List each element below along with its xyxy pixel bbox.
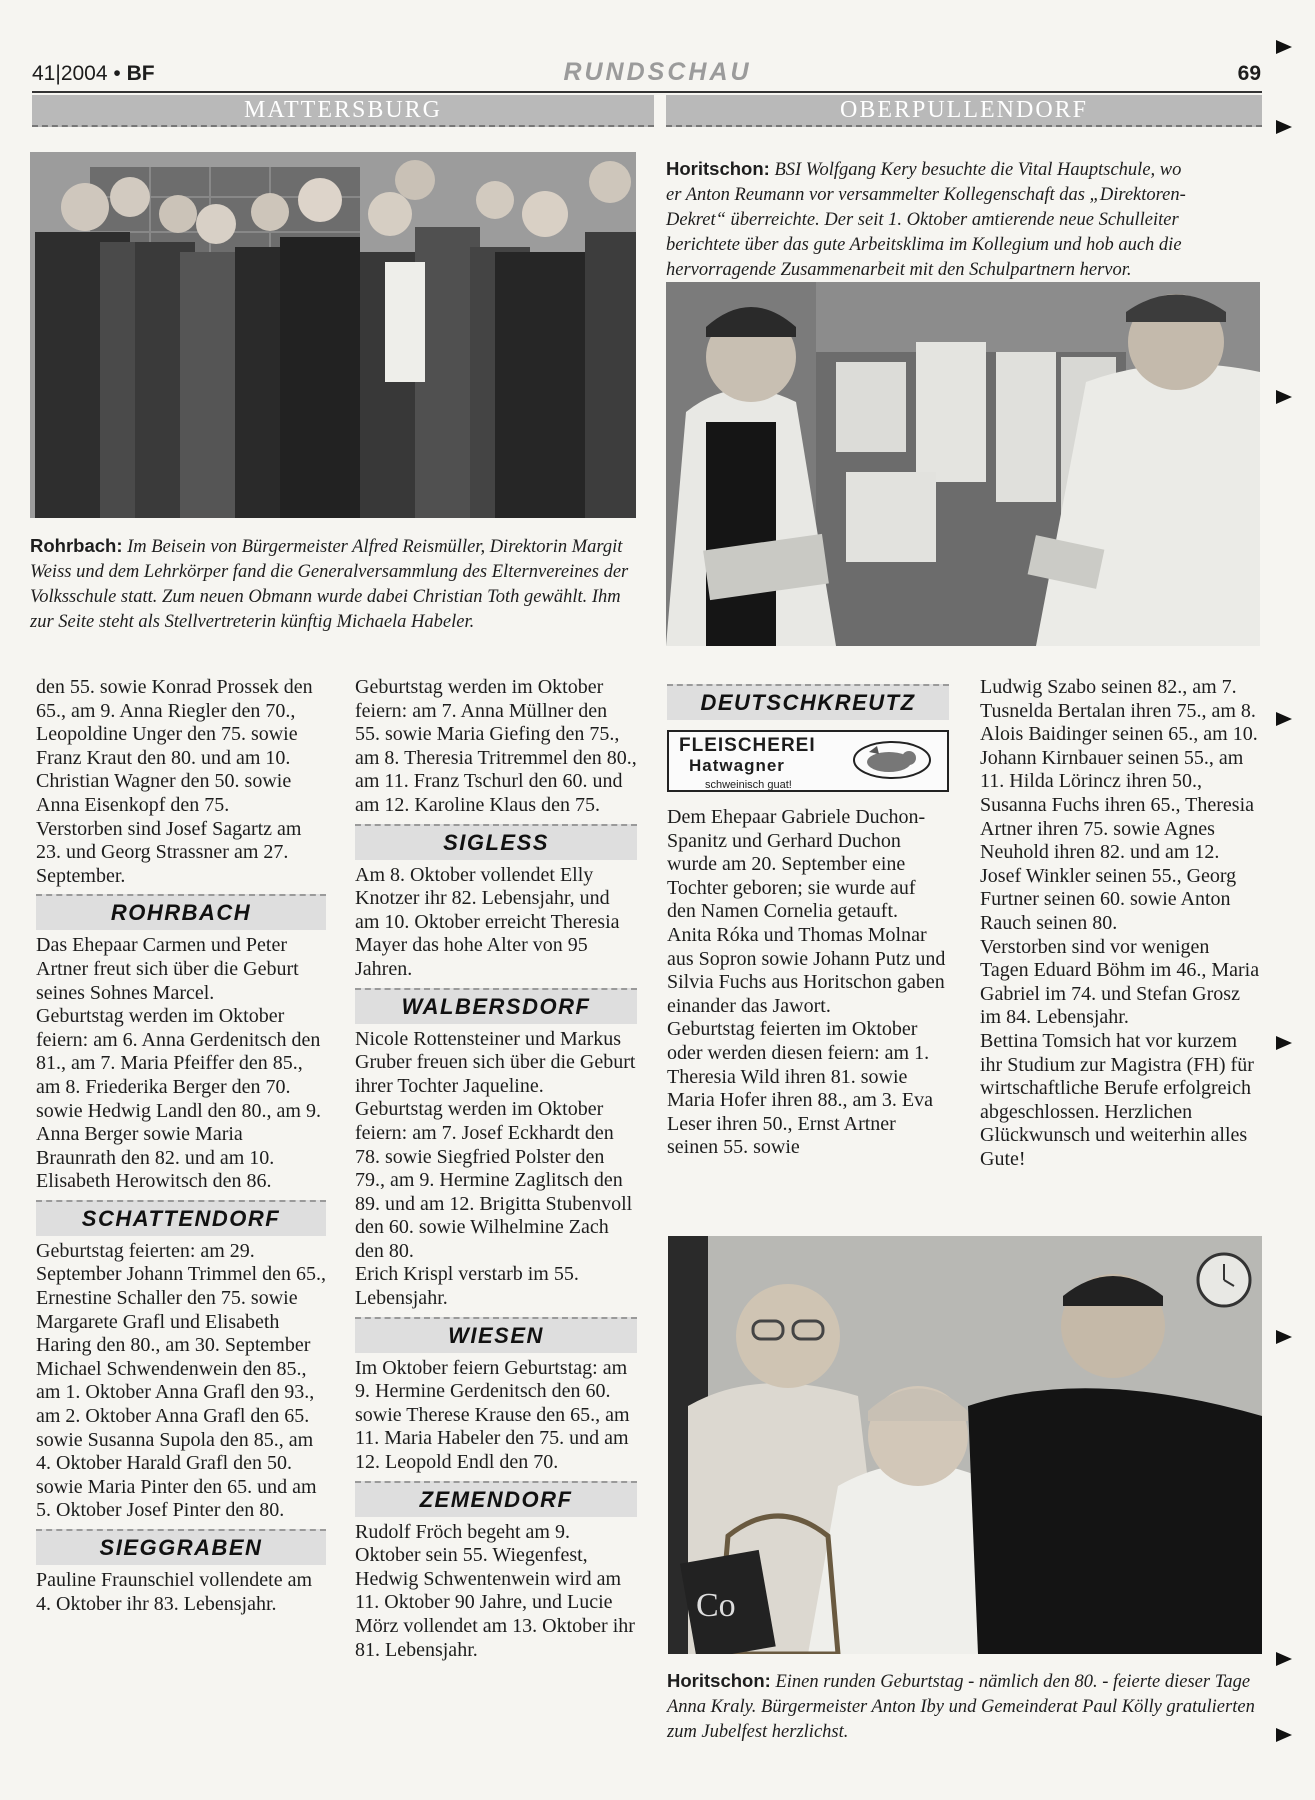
caption-horitschon-top [666,156,1196,283]
sigless-text: Am 8. Oktober vollendet Elly Knotzer ihr 82. Lebensjahr, und am 10. Oktober erreicht Theresia Mayer das hohe Alter von 95 Jahren. [355,863,620,980]
column-3 [667,676,949,1160]
caption-horitschon-top-text: BSI Wolfgang Kery besuchte die Vital Hauptschule, wo er Anton Reumann vor versammelter Kollegenschaft das „Direktoren-Dekret“ überreichte. Der seit 1. Oktober amtierende neue Schulleiter berichtete über das gute Arbeitsklima im Kollegium und hob auch die hervorragende Zusammenarbeit mit den Schulpartnern hervor. [666,160,1186,280]
deutschkreutz-weddings: Anita Róka und Thomas Molnar aus Sopron sowie Johann Putz und Silvia Fuchs aus Horitschon gaben einander das Jawort. [667,923,946,1017]
col4-birthdays: Ludwig Szabo seinen 82., am 7. Tusnelda Bertalan ihren 75., am 8. Alois Baidinger seinen 65., am 10. Johann Kirnbauer seinen 55., am 11. Hilda Lörincz ihren 50., Susanna Fuchs ihren 65., Theresia Artner ihren 75. sowie Agnes Neuhold ihren 82. und am 12. Josef Winkler seinen 55., Georg Furtner seinen 60. sowie Anton Rauch seinen 80. [980,676,1258,934]
caption-horitschon-bottom-text: Einen runden Geburtstag - nämlich den 80. - feierte dieser Tage Anna Kraly. Bürgermeister Anton Iby und Gemeinderat Paul Kölly gratulierten zum Jubelfest herzlichst. [667,1672,1255,1742]
column-2 [355,676,637,1662]
wiesen-text: Im Oktober feiern Geburtstag: am 9. Hermine Gerdenitsch den 60. sowie Therese Krause den 65., am 11. Maria Habeler den 75. und am 12. Leopold Endl den 70. [355,1356,630,1474]
caption-rohrbach [30,533,642,635]
caption-rohrbach-text: Im Beisein von Bürgermeister Alfred Reismüller, Direktorin Margit Weiss und dem Lehrkörper fand die Generalversammlung des Elternvereines der Volksschule statt. Zum neuen Obmann wurde dabei Christian Toth gewählt. Ihm zur Seite steht als Stellvertreterin künftig Michaela Habeler. [30,537,629,632]
deutschkreutz-birth: Dem Ehepaar Gabriele Duchon-Spanitz und Gerhard Duchon wurde am 20. September eine Tochter geboren; sie wurde auf den Namen Cornelia getauft. [667,806,926,923]
margin-mark [1276,1036,1292,1050]
pig-logo-icon [849,738,935,782]
col1-deaths: Verstorben sind Josef Sagartz am 23. und Georg Strassner am 27. September. [36,817,302,887]
photo-decree-handover [666,282,1260,646]
margin-mark [1276,712,1292,726]
caption-rohrbach-place: Rohrbach: [30,535,123,556]
birthday-photo-drawing [668,1236,1262,1654]
brand-label: BF [126,62,155,85]
deutschkreutz-birthdays: Geburtstag feierten im Oktober oder werden diesen feiern: am 1. Theresia Wild ihren 81. sowie Maria Hofer ihren 88., am 3. Eva Leser ihren 50., Ernst Artner seinen 55. sowie [667,1018,934,1159]
rohrbach-birth: Das Ehepaar Carmen und Peter Artner freut sich über die Geburt seines Sohnes Marcel. [36,934,299,1004]
walbersdorf-birth: Nicole Rottensteiner und Markus Gruber freuen sich über die Geburt ihrer Tochter Jaqueline. [355,1027,636,1097]
advertisement-fleischerei [667,730,949,792]
banner-mattersburg: MATTERSBURG [32,95,654,127]
walbersdorf-birthdays: Geburtstag werden im Oktober feiern: am 7. Josef Eckhardt den 78. sowie Siegfried Polster den 79., am 9. Hermine Zaglitsch den 89. und am 12. Brigitta Stubenvoll den 60. sowie Wilhelmine Zach den 80. [355,1098,633,1262]
col1-intro: den 55. sowie Konrad Prossek den 65., am 9. Anna Riegler den 70., Leopoldine Unger den 75. sowie Franz Kraut den 80. und am 10. Christian Wagner den 50. sowie Anna Eisenkopf den 75. [36,676,313,816]
caption-horitschon-top-place: Horitschon: [666,158,770,179]
margin-mark [1276,390,1292,404]
photo-birthday-kraly [668,1236,1262,1654]
zemendorf-text: Rudolf Fröch begeht am 9. Oktober sein 55. Wiegenfest, Hedwig Schwentenwein wird am 11. Oktober 90 Jahre, und Lucie Mörz vollendet am 13. Oktober ihr 81. Lebensjahr. [355,1520,635,1661]
margin-mark [1276,120,1292,134]
section-wiesen: WIESEN [355,1317,637,1353]
section-sigless: SIGLESS [355,824,637,860]
page-number: 69 [1237,62,1261,85]
ad-slogan: schweinisch guat! [705,779,792,791]
basket-label: Co [696,1587,736,1624]
issue-info: 41|2004 • BF [32,62,155,85]
rohrbach-birthdays: Geburtstag werden im Oktober feiern: am 6. Anna Gerdenitsch den 81., am 7. Maria Pfeiffer den 85., am 8. Friederika Berger den 70. sowie Hedwig Landl den 80., am 9. Anna Berger sowie Maria Braunrath den 82. und am 10. Elisabeth Herowitsch den 86. [36,1005,321,1193]
column-1 [36,676,326,1616]
section-rohrbach: ROHRBACH [36,894,326,930]
walbersdorf-death: Erich Krispl verstarb im 55. Lebensjahr. [355,1263,579,1310]
ad-line-1: FLEISCHEREI [679,735,816,756]
header-rule [32,91,1262,93]
decree-photo-drawing [666,282,1260,646]
section-title: RUNDSCHAU [563,58,752,86]
group-photo-drawing [30,152,636,518]
margin-mark [1276,1652,1292,1666]
banner-oberpullendorf: OBERPULLENDORF [666,95,1262,127]
col2-intro: Geburtstag werden im Oktober feiern: am 7. Anna Müllner den 55. sowie Maria Giefing den 75., am 8. Theresia Tritremmel den 80., am 11. Franz Tschurl den 60. und am 12. Karoline Klaus den 75. [355,676,637,816]
caption-horitschon-bottom [667,1668,1263,1745]
caption-horitschon-bottom-place: Horitschon: [667,1670,771,1691]
section-zemendorf: ZEMENDORF [355,1481,637,1517]
section-schattendorf: SCHATTENDORF [36,1200,326,1236]
margin-mark [1276,1330,1292,1344]
section-deutschkreutz: DEUTSCHKREUTZ [667,684,949,720]
ad-line-2: Hatwagner [689,756,785,775]
group-photo-rohrbach [30,152,636,518]
col4-graduation: Bettina Tomsich hat vor kurzem ihr Studium zur Magistra (FH) für wirtschaftliche Berufe erfolgreich abgeschlossen. Herzlichen Glückwunsch und weiterhin alles Gute! [980,1029,1254,1170]
col4-deaths: Verstorben sind vor wenigen Tagen Eduard Böhm im 46., Maria Gabriel im 74. und Stefan Grosz im 84. Lebensjahr. [980,935,1260,1029]
sieggraben-text: Pauline Fraunschiel vollendete am 4. Oktober ihr 83. Lebensjahr. [36,1569,313,1615]
section-walbersdorf: WALBERSDORF [355,988,637,1024]
issue-number: 41|2004 [32,62,108,85]
section-sieggraben: SIEGGRABEN [36,1529,326,1565]
margin-mark [1276,1728,1292,1742]
column-4 [980,676,1260,1171]
margin-mark [1276,40,1292,54]
schattendorf-birthdays: Geburtstag feierten: am 29. September Johann Trimmel den 65., Ernestine Schaller den 75. sowie Margarete Grafl und Elisabeth Haring den 80., am 30. September Michael Schwendenwein den 85., am 1. Oktober Anna Grafl den 93., am 2. Oktober Anna Grafl den 65. sowie Susanna Supola den 85., am 4. Oktober Harald Grafl den 50. sowie Maria Pinter den 65. und am 5. Oktober Josef Pinter den 80. [36,1239,326,1522]
